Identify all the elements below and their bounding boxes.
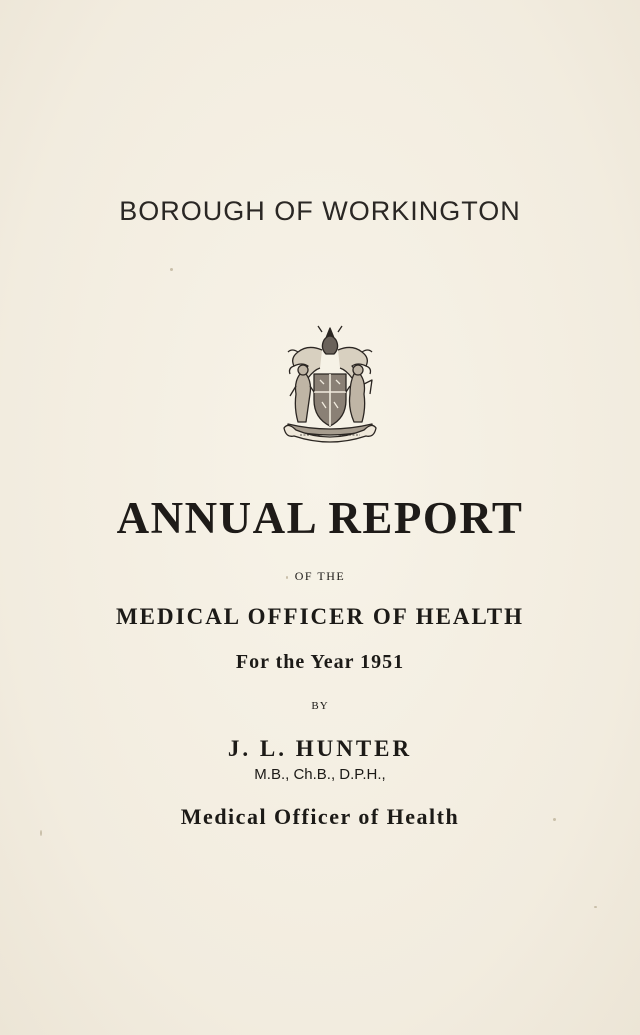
paper-speck: [170, 268, 173, 271]
report-title: ANNUAL REPORT: [116, 493, 524, 543]
author-role: Medical Officer of Health: [180, 804, 460, 829]
author-name: J. L. HUNTER: [227, 736, 413, 761]
paper-speck: [553, 818, 556, 821]
author-qualifications: M.B., Ch.B., D.P.H.,: [254, 766, 386, 783]
borough-heading: BOROUGH OF WORKINGTON: [119, 196, 521, 226]
by-text: BY: [311, 700, 329, 712]
report-year: For the Year 1951: [235, 651, 405, 673]
paper-speck: [594, 906, 597, 908]
paper-speck: [40, 830, 42, 836]
paper-speck: [286, 576, 288, 579]
officer-heading: MEDICAL OFFICER OF HEALTH: [115, 604, 525, 629]
coat-of-arms-icon: [278, 322, 382, 446]
of-the-text: OF THE: [294, 569, 346, 583]
